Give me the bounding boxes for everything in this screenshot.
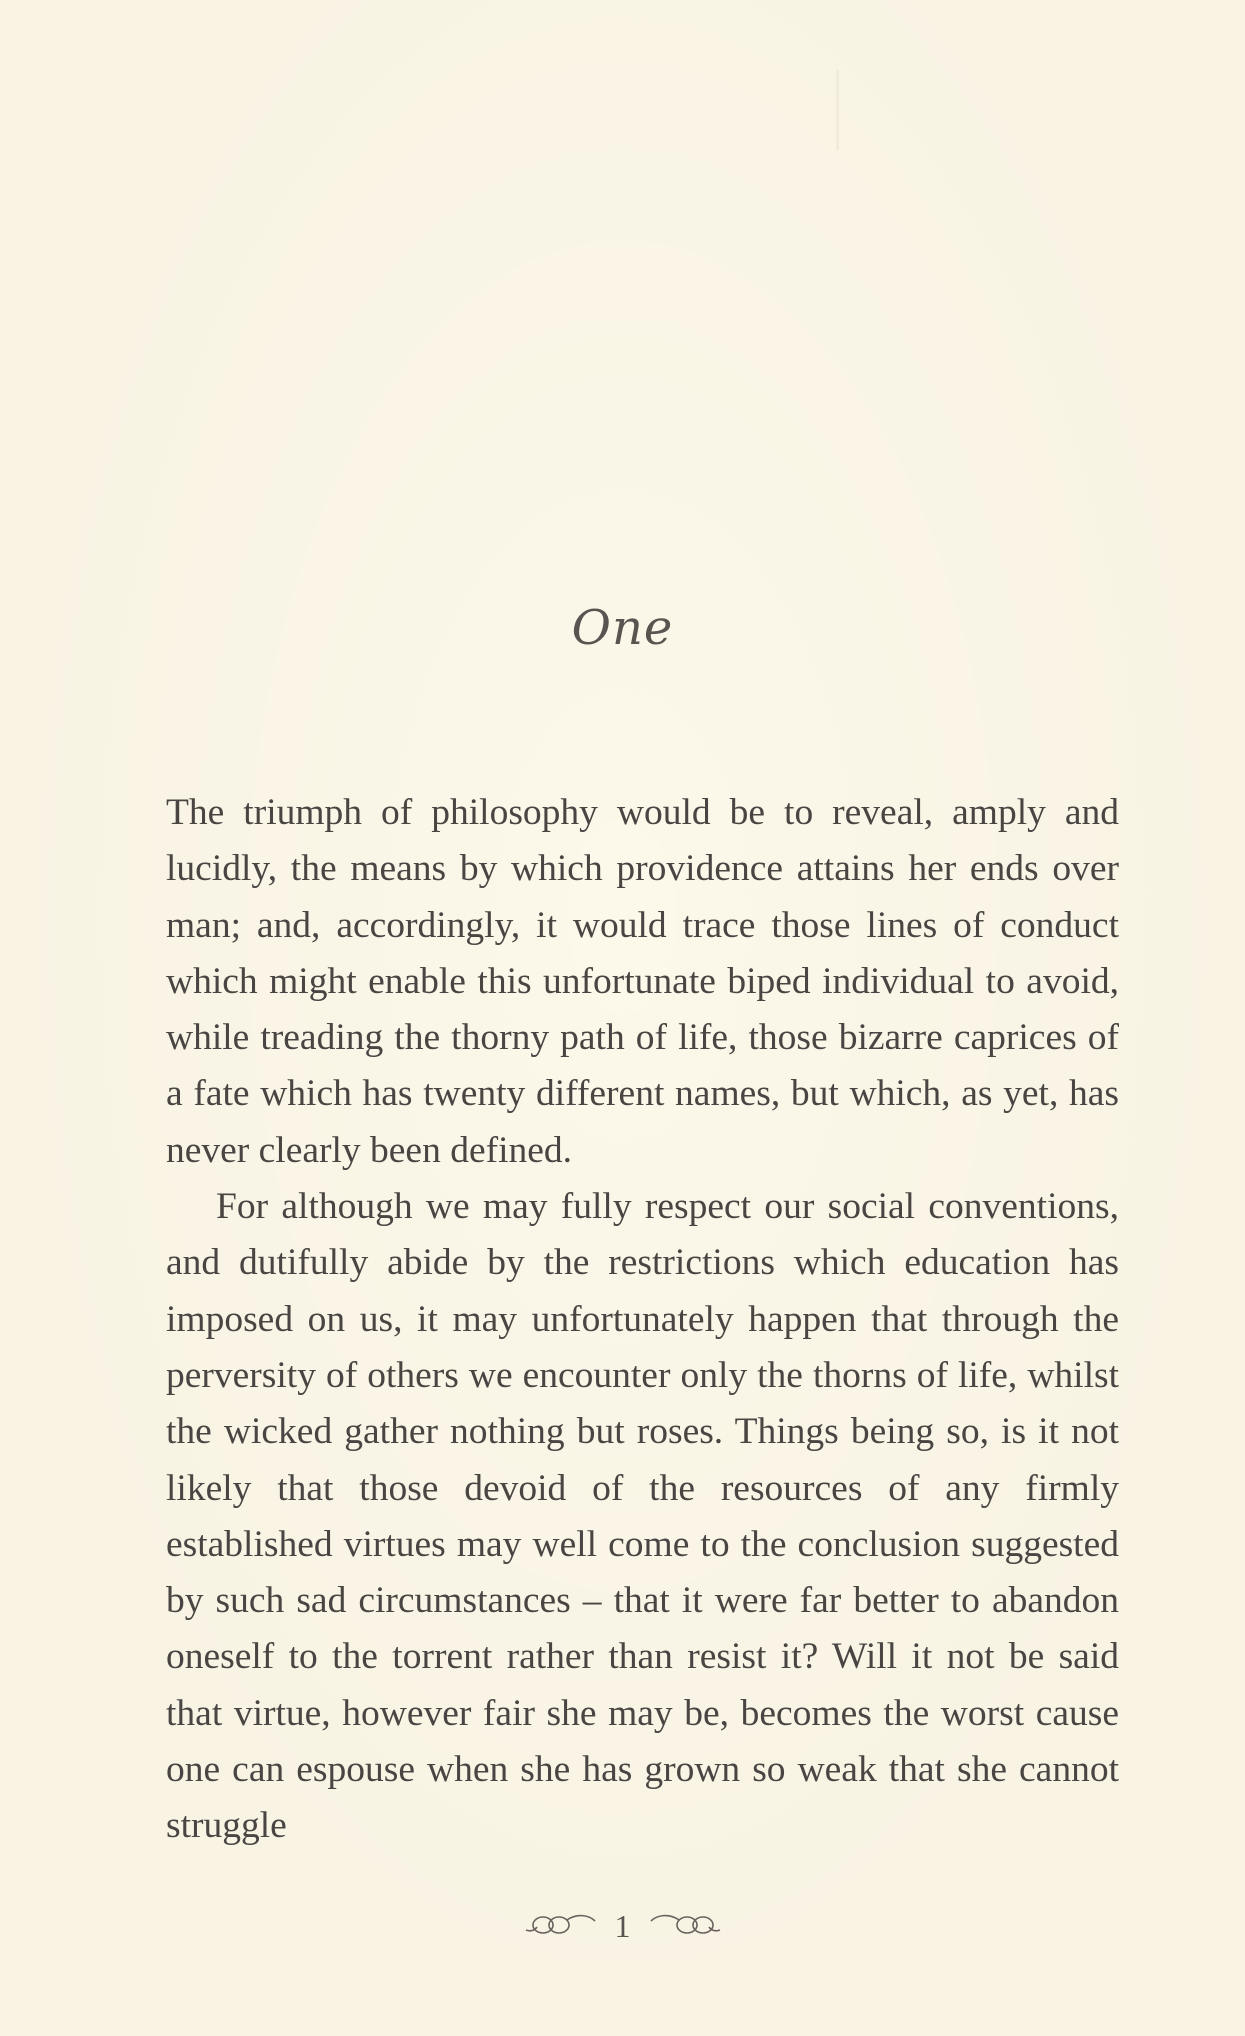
chapter-title: One	[571, 600, 674, 656]
paragraph-2: For although we may fully respect our social conventions, and dutifully abide by the restrictions which education has imposed on us, it may unfortunately happen that through the perversity of others we encounter only the thorns of life, whilst the wicked gather nothing but roses. Things being so, is it not likely that those devoid of the resources of any firmly established virtues may well come to the conclusion suggested by such sad circumstances – that it were far better to abandon oneself to the torrent rather than resist it? Will it not be said that virtue, however fair she may be, becomes the worst cause one can espouse when she has grown so weak that she cannot struggle	[166, 1186, 1119, 1847]
ornament-right-icon	[647, 1908, 725, 1946]
page-footer	[0, 1905, 1245, 1946]
page-number: 1	[614, 1908, 631, 1945]
paragraph-1: The triumph of philosophy would be to reveal, amply and lucidly, the means by which providence attains her ends over man; and, accordingly, it would trace those lines of conduct which might enable this unfortunate biped individual to avoid, while treading the thorny path of life, those bizarre caprices of a fate which has twenty different names, but which, as yet, has never clearly been defined.	[166, 792, 1119, 1171]
body-text	[166, 785, 1119, 1855]
ornament-left-icon	[521, 1908, 599, 1946]
show-through-mark	[836, 70, 839, 150]
